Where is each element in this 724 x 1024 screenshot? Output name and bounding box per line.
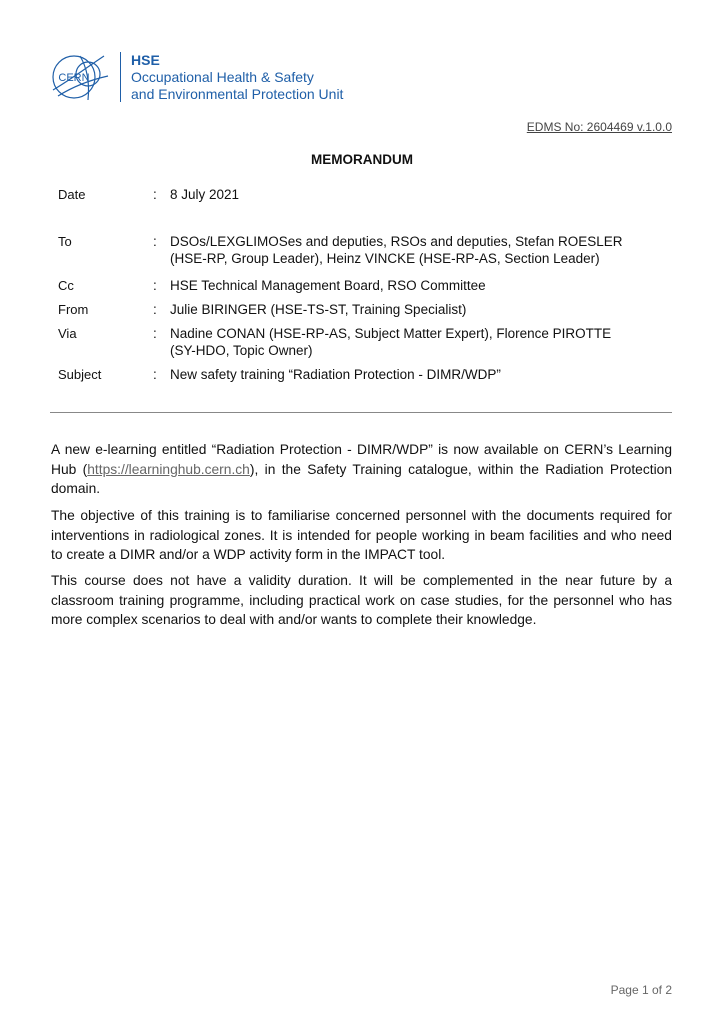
to-value-line-2: (HSE-RP, Group Leader), Heinz VINCKE (HSE-RP-AS, Section Leader) <box>170 251 600 266</box>
date-colon: : <box>153 187 157 202</box>
body-paragraph-2: The objective of this training is to familiarise concerned personnel with the documents required for interventions in radiological zones. It is intended for people working in beam facilities and who need to create a DIMR and/or a WDP activity form in the IMPACT tool. <box>51 508 672 562</box>
from-label: From <box>58 302 89 317</box>
unit-line-2: and Environmental Protection Unit <box>131 86 344 102</box>
logo-divider <box>120 52 121 102</box>
p1-text-start: A new e-learning entitled “Radiation Protection - DIMR/WDP” is now available on CERN’s Learning Hub ( <box>51 442 672 477</box>
subject-label: Subject <box>58 367 102 382</box>
to-label: To <box>58 234 72 249</box>
edms-reference[interactable]: EDMS No: 2604469 v.1.0.0 <box>526 120 672 134</box>
memo-title: MEMORANDUM <box>311 152 413 167</box>
cern-logo-text: CERN <box>58 72 90 84</box>
unit-abbreviation: HSE <box>131 52 160 68</box>
page-number: Page 1 of 2 <box>610 983 672 997</box>
date-label: Date <box>58 187 86 202</box>
to-value <box>170 233 672 267</box>
cc-label: Cc <box>58 278 74 293</box>
via-label: Via <box>58 326 77 341</box>
header-divider <box>50 412 672 413</box>
from-value: Julie BIRINGER (HSE-TS-ST, Training Specialist) <box>170 302 467 317</box>
header-logo-block <box>50 50 350 106</box>
date-value: 8 July 2021 <box>170 187 240 202</box>
via-colon: : <box>153 326 157 341</box>
subject-value: New safety training “Radiation Protection - DIMR/WDP” <box>170 367 501 382</box>
via-value <box>170 325 672 359</box>
subject-colon: : <box>153 367 157 382</box>
via-value-line-1: Nadine CONAN (HSE-RP-AS, Subject Matter Expert), Florence PIROTTE <box>170 326 612 341</box>
unit-name <box>131 52 343 103</box>
to-colon: : <box>153 234 157 249</box>
p1-text-end: ), in the Safety Training catalogue, within the Radiation Protection domain. <box>51 461 672 496</box>
to-value-line-1: DSOs/LEXGLIMOSes and deputies, RSOs and deputies, Stefan ROESLER <box>170 234 623 249</box>
via-value-line-2: (SY-HDO, Topic Owner) <box>170 343 313 358</box>
cern-logo-icon <box>50 50 110 106</box>
body-paragraph-3: This course does not have a validity duration. It will be complemented in the near future by a classroom training programme, including practical work on case studies, for the personnel who has more complex scenarios to deal with and/or wants to complete their knowledge. <box>51 573 672 627</box>
cc-value: HSE Technical Management Board, RSO Committee <box>170 278 486 293</box>
learning-hub-link[interactable]: https://learninghub.cern.ch <box>87 461 250 477</box>
from-colon: : <box>153 302 157 317</box>
cc-colon: : <box>153 278 157 293</box>
body-paragraph-1 <box>51 440 672 499</box>
unit-line-1: Occupational Health & Safety <box>131 69 314 85</box>
